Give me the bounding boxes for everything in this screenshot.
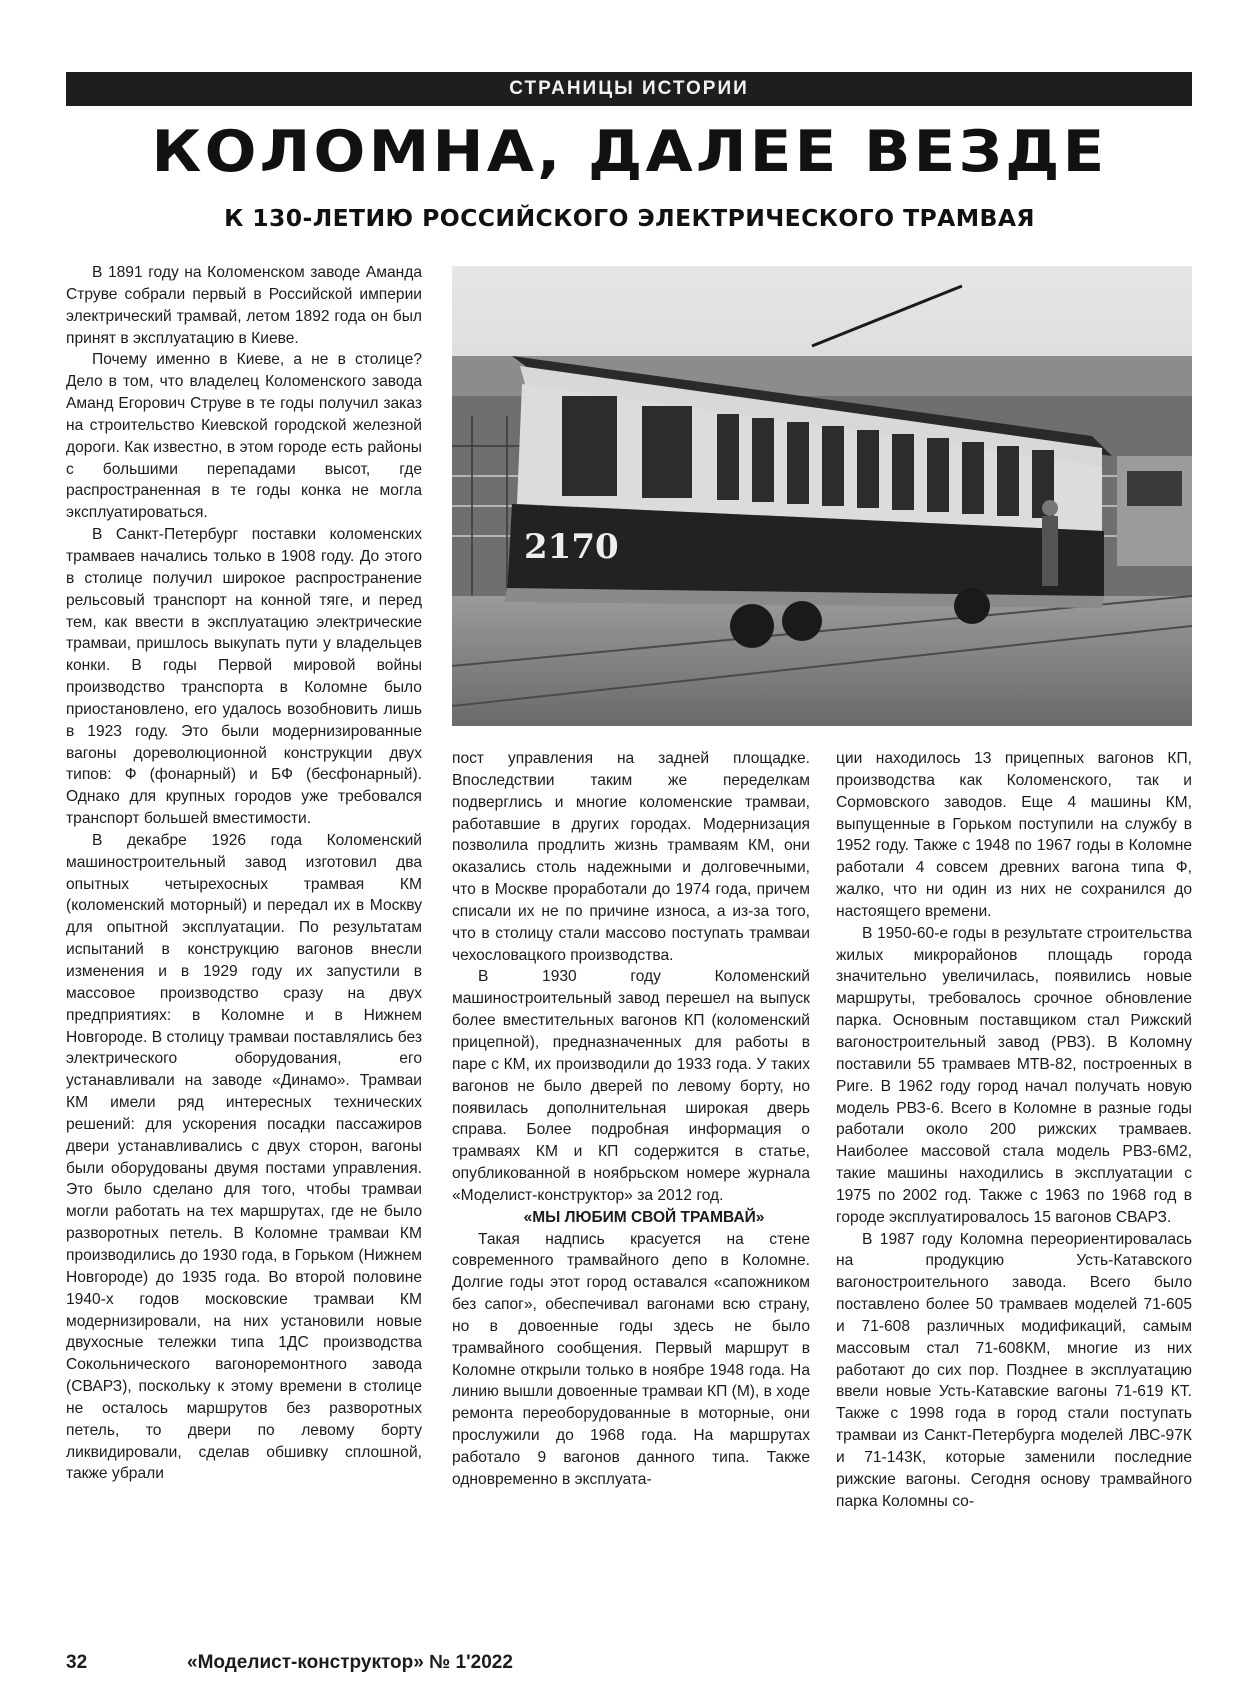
tram-number: 2170: [524, 527, 619, 567]
paragraph: В 1987 году Коломна переориентировалась на продукцию Усть-Катавского вагоностроительного завода. Всего было поставлено более 50 трамваев моделей 71-605 и 71-608 различных модификаций, самым массовым стал 71-608КМ, многие из них работают до сих пор. Позднее в эксплуатацию ввели новые Усть-Катавские вагоны 71-619 КТ. Также с 1998 года в город стали поступать трамваи из Санкт-Петербурга моделей ЛВС-97К и 71-143К, которые заменили последние рижские вагоны. Сегодня основу трамвайного парка Коломны со-: [836, 1230, 1192, 1510]
section-header: [66, 72, 1192, 106]
article-title: КОЛОМНА, ДАЛЕЕ ВЕЗДЕ: [151, 119, 1108, 185]
paragraph: В 1950-60-е годы в результате строительства жилых микрорайонов площадь города значительно увеличилась, появились новые маршруты, требовалось срочное обновление парка. Основным поставщиком стал Рижский вагоностроительный завод (РВЗ). В Коломну поставили 55 трамваев МТВ-82, построенных в Риге. В 1962 году город начал получать новую модель РВЗ-6. Всего в Коломне в разные годы работали около 200 рижских трамваев. Наиболее массовой стала модель РВЗ-6М2, такие машины находились в эксплуатации с 1975 по 2002 год. Также с 1963 по 1968 год в городе эксплуатировалось 15 вагонов СВАРЗ.: [836, 924, 1192, 1226]
section-heading: «МЫ ЛЮБИМ СВОЙ ТРАМВАЙ»: [523, 1208, 765, 1226]
section-header-label: СТРАНИЦЫ ИСТОРИИ: [509, 78, 749, 99]
tram-photo: [452, 266, 1192, 726]
paragraph: ции находилось 13 прицепных вагонов КП, производства как Коломенского, так и Сормовского заводов. Еще 4 машины КМ, выпущенные в Горьком поступили на службу в 1952 году. Также с 1948 по 1967 годы в Коломне работали 4 совсем древних вагона типа Ф, жалко, что ни один из них не сохранился до настоящего времени.: [836, 750, 1192, 920]
paragraph: Почему именно в Киеве, а не в столице? Дело в том, что владелец Коломенского завода Аманд Егорович Струве в те годы получил заказ на строительство Киевской городской железной дороги. Как известно, в этом городе есть районы с большими перепадами высот, где распространенная в те годы конка не могла эксплуатироваться.: [66, 351, 422, 522]
paragraph: В 1930 году Коломенский машиностроительный завод перешел на выпуск более вместительных вагонов КП (коломенский прицепной), предназначенных для работы в паре с КМ, их производили до 1933 года. У таких вагонов не было дверей по левому борту, но появилась дополнительная широкая дверь справа. Более подробная информация о трамваях КМ и КП содержится в статье, опубликованной в ноябрьском номере журнала «Моделист-конструктор» за 2012 год.: [452, 968, 810, 1204]
paragraph: В декабре 1926 года Коломенский машиностроительный завод изготовил два опытных четырехосных трамвая КМ (коломенский моторный) и передал их в Москву для опытной эксплуатации. По результатам испытаний в конструкцию вагонов внесли изменения и в 1929 году их запустили в массовое производство сразу на двух предприятиях: в Коломне и в Нижнем Новгороде. В столицу трамваи поставлялись без электрического оборудования, его устанавливали на заводе «Динамо». Трамваи КМ имели ряд интересных технических решений: для ускорения посадки пассажиров двери устанавливались с двух сторон, вагоны были оборудованы двумя постами управления. Это было сделано для того, чтобы трамваи могли работать на тех маршрутах, где не было разворотных петель. В Коломне трамваи КМ производились до 1930 года, в Горьком (Нижнем Новгороде) до 1935 года. Во второй половине 1940-х годов московские трамваи КМ модернизировали, на них установили новые двухосные тележки типа 1ДС производства Сокольнического вагоноремонтного завода (СВАРЗ), поскольку к этому времени в столице не осталось маршрутов без разворотных петель, то двери по левому борту ликвидировали, сделав обшивку сплошной, также убрали: [66, 831, 422, 1483]
paragraph: пост управления на задней площадке. Впоследствии таким же переделкам подверглись и многие коломенские трамваи, работавшие в других городах. Модернизация позволила продлить жизнь трамваям КМ, они оказались столь надежными и долговечными, что в Москве проработали до 1974 года, причем списали их не по причине износа, а из-за того, что в столицу стали массово поступать трамваи чехословацкого производства.: [452, 750, 810, 964]
text-column-1: [66, 262, 422, 1485]
article-subtitle: К 130-ЛЕТИЮ РОССИЙСКОГО ЭЛЕКТРИЧЕСКОГО ТРАМВАЯ: [224, 204, 1035, 232]
paragraph: В Санкт-Петербург поставки коломенских трамваев начались только в 1908 году. До этого в столице получил широкое распространение рельсовый транспорт на конной тяге, и перед тем, как ввести в эксплуатацию электрические трамваи, пришлось выкупать пути у владельцев конки. В годы Первой мировой войны производство транспорта в Коломне было приостановлено, его удалось возобновить лишь в 1923 году. Это были модернизированные вагоны дореволюционной конструкции двух типов: Ф (фонарный) и БФ (бесфонарный). Однако для крупных городов уже требовался транспорт большей вместимости.: [66, 526, 422, 828]
paragraph: В 1891 году на Коломенском заводе Аманда Струве собрали первый в Российской империи электрический трамвай, летом 1892 года он был принят в эксплуатацию в Киеве.: [66, 264, 422, 347]
text-column-3: [836, 748, 1192, 1513]
page-number: 32: [66, 1652, 88, 1673]
paragraph: Такая надпись красуется на стене современного трамвайного депо в Коломне. Долгие годы этот город оставался «сапожником без сапог», обеспечивал вагонами всю страну, но в довоенные годы здесь не было трамвайного сообщения. Первый маршрут в Коломне открыли только в ноябре 1948 года. На линию вышли довоенные трамваи КП (М), в ходе ремонта переоборудованные в моторные, они прослужили до 1968 года. На маршрутах работало 9 вагонов данного типа. Также одновременно в эксплуата-: [452, 1230, 811, 1488]
journal-title: «Моделист-конструктор» № 1'2022: [187, 1652, 513, 1673]
tram-illustration: [452, 266, 1192, 726]
text-column-2: [452, 748, 810, 1491]
